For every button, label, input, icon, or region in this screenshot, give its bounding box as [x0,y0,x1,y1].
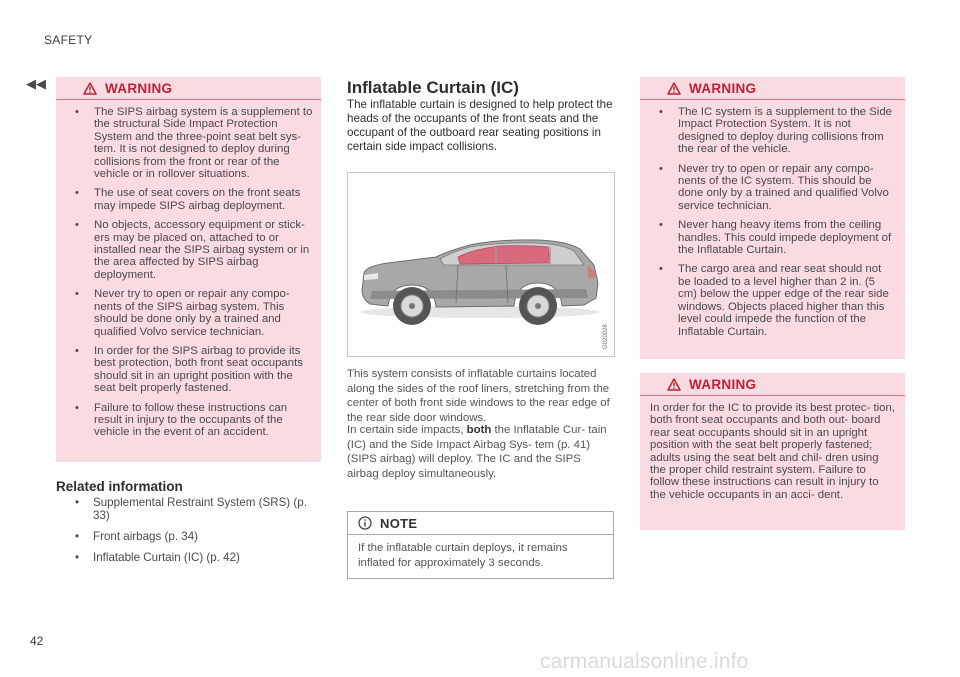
deployment-text-end: the Inflatable Cur- tain (IC) and the Side Impact Airbag Sys- tem (p. 41) (SIPS airbag) will deploy. The IC and the SIPS airbag deploy simultaneously. [347,424,607,480]
ic-warning-header [640,77,905,100]
list-item: • Never hang heavy items from the ceiling handles. This could impede deployment of the Inflatable Curtain. [640,219,897,256]
list-item: • Never try to open or repair any compo- nents of the IC system. This should be done only by a trained and qualified Volvo service technician. [640,163,897,213]
note-header [348,512,613,535]
ic-occupant-warning-header [640,373,905,396]
deployment-text-bold: both [466,424,492,436]
warning-triangle-icon [83,82,97,95]
list-item: • The SIPS airbag system is a supplement to the structural Side Impact Protection System and the three-point seat belt sys- tem. It is not designed to deploy during collisions from the front or rear of the vehicle or in rollover situations. [56,106,313,180]
warning-triangle-icon [667,378,681,391]
sips-warning-box [56,77,321,462]
ic-occupant-warning-box [640,373,905,530]
list-item: • No objects, accessory equipment or stick- ers may be placed on, attached to or installed near the SIPS airbag system or in the area affected by SIPS airbag deployment. [56,219,313,281]
deployment-paragraph [347,423,615,481]
sips-warning-title: WARNING [105,80,173,96]
warning-triangle-icon [667,82,681,95]
ic-occupant-warning-title: WARNING [689,376,757,392]
related-info-list [56,496,321,572]
related-link-inflatable-curtain[interactable]: • Inflatable Curtain (IC) (p. 42) [56,551,321,564]
page-title: Inflatable Curtain (IC) [347,78,519,97]
ic-warning-title: WARNING [689,80,757,96]
deployment-text-start: In certain side impacts, [347,424,467,436]
list-item: • In order for the SIPS airbag to provide its best protection, both front seat occupants should sit in an upright position with the seat belt properly fastened. [56,345,313,395]
ic-warning-list [640,100,905,338]
ic-occupant-warning-text: In order for the IC to provide its best protec- tion, both front seat occupants and both out- board rear seat occupants should sit in an upright position with the seat belt properly fastened; adults using the seat belt and chil- dren using the proper child restraint system. Failure to follow these instructions can result in injury to the vehicle occupants in an acci- dent. [650,402,896,501]
watermark: carmanualsonline.info [540,650,749,673]
note-box [347,511,614,579]
list-item: • The cargo area and rear seat should not be loaded to a level higher than 2 in. (5 cm) below the upper edge of the rear side windows. Objects placed higher than this level could impede the function of the Inflatable Curtain. [640,263,897,337]
info-circle-icon [358,516,372,530]
back-arrows-icon[interactable]: ◀◀ [26,76,46,91]
related-info-heading: Related information [56,479,183,494]
note-title: NOTE [380,515,418,531]
system-description: This system consists of inflatable curtains located along the sides of the roof liners, stretching from the center of both front side windows to the rear edge of the rear side door windows. [347,368,610,424]
note-text: If the inflatable curtain deploys, it remains inflated for approximately 3 seconds. [358,542,568,569]
ic-warning-box [640,77,905,359]
page-number: 42 [30,634,44,648]
list-item: • Never try to open or repair any compo- nents of the SIPS airbag system. This should be done only by a trained and qualified Volvo service technician. [56,288,313,338]
section-header: SAFETY [44,33,93,47]
list-item: • The use of seat covers on the front seats may impede SIPS airbag deployment. [56,187,313,212]
list-item: • The IC system is a supplement to the Side Impact Protection System. It is not designed to deploy during collisions from the rear of the vehicle. [640,106,897,156]
image-code: G020028 [603,324,609,349]
car-illustration-frame [347,172,615,357]
list-item: • Failure to follow these instructions can result in injury to the occupants of the vehicle in the event of an accident. [56,402,313,439]
car-inflatable-curtain-illustration [348,173,614,356]
related-link-srs[interactable]: • Supplemental Restraint System (SRS) (p. 33) [56,496,321,522]
related-link-front-airbags[interactable]: • Front airbags (p. 34) [56,530,321,543]
sips-warning-list [56,100,321,439]
intro-paragraph: The inflatable curtain is designed to help protect the heads of the occupants of the front seats and the occupant of the outboard rear seating positions in certain side impact collisions. [347,98,613,153]
sips-warning-header [56,77,321,100]
